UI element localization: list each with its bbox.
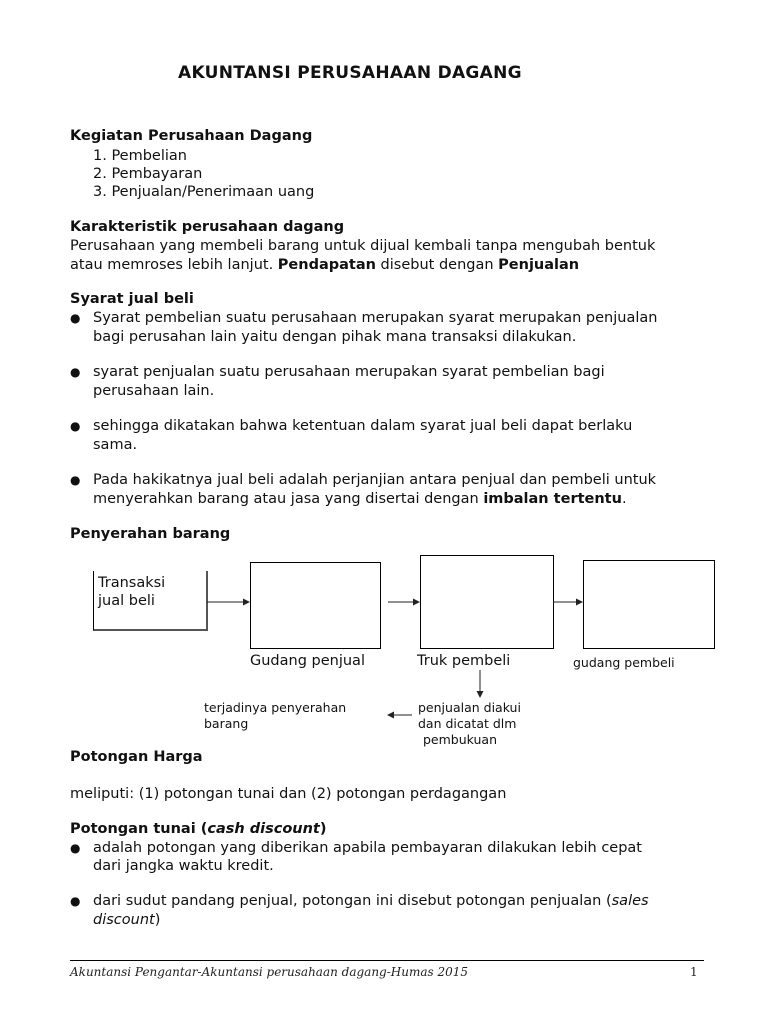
label-gudang-pembeli: gudang pembeli	[573, 655, 675, 670]
potongan-harga-text: meliputi: (1) potongan tunai dan (2) potongan perdagangan	[70, 786, 507, 802]
label-truk-pembeli: Truk pembeli	[417, 653, 511, 669]
syarat-heading: Syarat jual beli	[70, 291, 194, 307]
potongan-tunai-bullet-1-line-2: dari jangka waktu kredit.	[93, 858, 274, 874]
bullet-icon: ●	[70, 311, 81, 325]
potongan-tunai-heading-c: )	[319, 821, 327, 837]
syarat-bullet-4-text: menyerahkan barang atau jasa yang disertai dengan	[93, 491, 484, 507]
potongan-tunai-bullet-2-text: dari sudut pandang penjual, potongan ini disebut potongan penjualan (	[93, 893, 612, 909]
kegiatan-item-1: 1. Pembelian	[93, 148, 187, 164]
potongan-tunai-bullet-1-line-1: adalah potongan yang diberikan apabila pembayaran dilakukan lebih cepat	[93, 840, 642, 856]
karakteristik-line-1: Perusahaan yang membeli barang untuk dijual kembali tanpa mengubah bentuk	[70, 238, 656, 254]
syarat-bullet-3-line-1: sehingga dikatakan bahwa ketentuan dalam syarat jual beli dapat berlaku	[93, 418, 633, 434]
note-left-line-1: terjadinya penyerahan	[204, 700, 347, 715]
potongan-tunai-heading-italic: cash discount	[207, 821, 320, 837]
note-left-line-2: barang	[204, 716, 249, 731]
bullet-icon: ●	[70, 419, 81, 433]
box-transaksi-line-2: jual beli	[98, 593, 155, 609]
syarat-bullet-4-end: .	[621, 491, 627, 507]
syarat-bullet-2-line-2: perusahaan lain.	[93, 383, 215, 399]
term-penjualan: Penjualan	[498, 257, 580, 273]
term-discount: discount	[93, 912, 155, 928]
page-number: 1	[690, 965, 698, 979]
bullet-icon: ●	[70, 365, 81, 379]
kegiatan-heading: Kegiatan Perusahaan Dagang	[70, 128, 313, 144]
kegiatan-item-2: 2. Pembayaran	[93, 166, 203, 182]
footer-rule	[70, 960, 704, 961]
term-pendapatan: Pendapatan	[277, 257, 376, 273]
potongan-harga-heading: Potongan Harga	[70, 749, 203, 765]
note-right-line-1: penjualan diakui	[418, 700, 521, 715]
note-right-line-3: pembukuan	[423, 732, 498, 747]
box-transaksi-line-1: Transaksi	[98, 575, 166, 591]
page-title: AKUNTANSI PERUSAHAAN DAGANG	[178, 63, 522, 83]
note-right-line-2: dan dicatat dlm	[418, 716, 517, 731]
kegiatan-item-3: 3. Penjualan/Penerimaan uang	[93, 184, 315, 200]
bullet-icon: ●	[70, 894, 81, 908]
penyerahan-heading: Penyerahan barang	[70, 526, 231, 542]
syarat-bullet-1-line-1: Syarat pembelian suatu perusahaan merupakan syarat merupakan penjualan	[93, 310, 658, 326]
karakteristik-heading: Karakteristik perusahaan dagang	[70, 219, 345, 235]
syarat-bullet-4-line-1: Pada hakikatnya jual beli adalah perjanjian antara penjual dan pembeli untuk	[93, 472, 657, 488]
term-sales: sales	[611, 893, 649, 909]
bullet-icon: ●	[70, 841, 81, 855]
syarat-bullet-1-line-2: bagi perusahan lain yaitu dengan pihak mana transaksi dilakukan.	[93, 329, 577, 345]
karakteristik-line-2-mid: disebut dengan	[375, 257, 499, 273]
label-gudang-penjual: Gudang penjual	[250, 653, 365, 669]
potongan-tunai-bullet-2-line-1	[93, 892, 649, 910]
syarat-bullet-2-line-1: syarat penjualan suatu perusahaan merupakan syarat pembelian bagi	[93, 364, 605, 380]
term-imbalan-tertentu: imbalan tertentu	[483, 491, 622, 507]
potongan-tunai-heading	[70, 821, 327, 837]
potongan-tunai-bullet-2-end: )	[154, 912, 161, 928]
footer-text: Akuntansi Pengantar-Akuntansi perusahaan dagang-Humas 2015	[70, 965, 469, 979]
bullet-icon: ●	[70, 473, 81, 487]
potongan-tunai-bullet-2-line-2	[93, 911, 160, 929]
syarat-bullet-3-line-2: sama.	[93, 437, 138, 453]
potongan-tunai-heading-a: Potongan tunai (	[70, 821, 208, 837]
karakteristik-line-2-text: atau memroses lebih lanjut.	[70, 257, 278, 273]
